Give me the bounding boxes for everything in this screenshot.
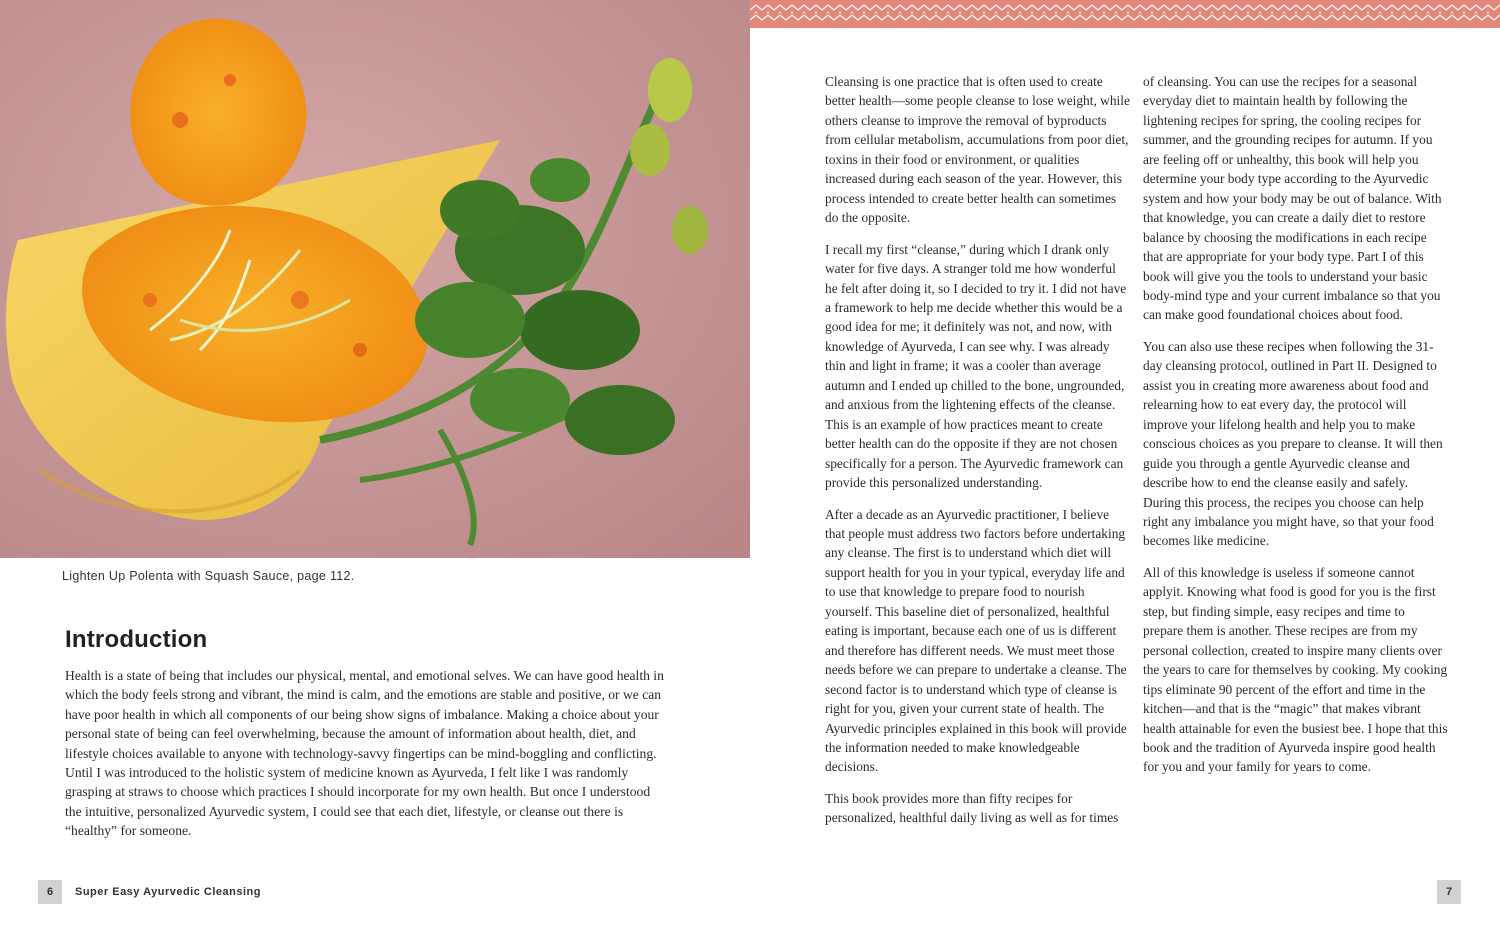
running-head: Super Easy Ayurvedic Cleansing <box>75 886 261 898</box>
band-dot <box>1487 12 1489 14</box>
band-dot <box>851 12 853 14</box>
page-number-left: 6 <box>38 880 62 904</box>
band-dot <box>1331 12 1333 14</box>
band-dot <box>1463 12 1465 14</box>
body-paragraph: Cleansing is one practice that is often used to create better health—some people cleanse to lose weight, while others cleanse to improve the removal of byproducts from cellular metabolism, accumulations from poor diet, toxins in their food or environment, or qualities increased during each season of the year. However, this process intended to create better health can sometimes do the opposite. <box>825 74 1130 226</box>
band-dot <box>1199 12 1201 14</box>
band-dot <box>935 12 937 14</box>
body-paragraph: of cleansing. You can use the recipes for a seasonal everyday diet to maintain health by following the lightening recipes for spring, the cooling recipes for summer, and the grounding recipes for autumn. If you are feeling off or unhealthy, this book will help you determine your body type according to the Ayurvedic system and how your body may be out of balance. With that knowledge, you can create a daily diet to restore balance by choosing the modifications in each recipe that are appropriate for your body type. Part I of this book will give you the tools to understand your basic body-mind type and your current imbalance so that you can make good foundational choices about food. <box>1143 74 1442 323</box>
body-paragraph: This book provides more than fifty recipes for personalized, healthful daily living as well as for times <box>825 790 1119 826</box>
band-dot <box>1283 12 1285 14</box>
band-dot <box>1031 12 1033 14</box>
text-column-1 <box>825 72 1130 840</box>
band-dot <box>1379 12 1381 14</box>
band-dot <box>1055 12 1057 14</box>
band-dot <box>923 12 925 14</box>
band-dot <box>887 12 889 14</box>
band-dot <box>1067 12 1069 14</box>
band-dot <box>1235 12 1237 14</box>
band-dot <box>1019 12 1021 14</box>
band-dot <box>1367 12 1369 14</box>
band-dot <box>1307 12 1309 14</box>
photo-caption: Lighten Up Polenta with Squash Sauce, page 112. <box>62 569 355 583</box>
band-dot <box>1043 12 1045 14</box>
band-dot <box>1163 12 1165 14</box>
band-dot <box>1343 12 1345 14</box>
band-dot <box>803 12 805 14</box>
band-dot <box>827 12 829 14</box>
intro-paragraph: Health is a state of being that includes our physical, mental, and emotional selves. We can have good health in which the body feels strong and vibrant, the mind is calm, and the emotions are stable and positive, or we can have poor health in which all components of our being show signs of imbalance. Making a choice about your personal state of being can feel overwhelming, because the amount of information about health, diet, and lifestyle choices available to anyone with technology-savvy fingertips can be mind-boggling and conflicting. Until I was introduced to the holistic system of medicine known as Ayurveda, I felt like I was randomly grasping at straws to choose which practices I should incorporate for my own health. But once I understood the intuitive, personalized Ayurvedic system, I could see that each diet, lifestyle, or cleanse out there is “healthy” for someone. <box>65 668 664 839</box>
band-dot <box>1403 12 1405 14</box>
band-dot <box>839 12 841 14</box>
band-dot <box>1271 12 1273 14</box>
body-paragraph: All of this knowledge is useless if someone cannot applyit. Knowing what food is good for you is the first step, but finding simple, easy recipes and time to prepare them is another. These recipes are from my personal collection, created to inspire many clients over the years to care for themselves by cooking. My cooking tips eliminate 90 percent of the effort and time in the kitchen—and that is the “magic” that makes vibrant health attainable for even the busiest bee. I hope that this book and the tradition of Ayurveda inspire good health for you and your family for years to come. <box>1143 564 1448 775</box>
band-dot <box>815 12 817 14</box>
band-dot <box>1127 12 1129 14</box>
band-dot <box>1175 12 1177 14</box>
band-dot <box>755 12 757 14</box>
band-dot <box>995 12 997 14</box>
band-dot <box>863 12 865 14</box>
body-paragraph: You can also use these recipes when following the 31-day cleansing protocol, outlined in Part II. Designed to assist you in creating more awareness about food and relearning how to eat every day, the protocol will improve your lifelong health and help you to make conscious choices as you prepare to cleanse. It will then guide you through a gentle Ayurvedic cleanse and describe how to end the cleanse easily and safely. During this process, the recipes you choose can help right any imbalance you might have, so that your food becomes like medicine. <box>1143 338 1443 549</box>
polenta-image <box>0 0 750 558</box>
band-dot <box>971 12 973 14</box>
food-photo <box>0 0 750 558</box>
band-dot <box>1391 12 1393 14</box>
zigzag-pattern <box>750 0 1500 28</box>
band-dot <box>1007 12 1009 14</box>
band-dot <box>1415 12 1417 14</box>
band-dot <box>1427 12 1429 14</box>
band-dot <box>1475 12 1477 14</box>
band-dot <box>1091 12 1093 14</box>
band-dot <box>791 12 793 14</box>
page-title: Introduction <box>65 626 208 653</box>
band-dot <box>1439 12 1441 14</box>
band-dot <box>1295 12 1297 14</box>
band-dot <box>899 12 901 14</box>
decorative-band <box>750 0 1500 28</box>
text-column-2 <box>1143 72 1448 789</box>
band-dot <box>1355 12 1357 14</box>
band-dot <box>1451 12 1453 14</box>
band-dot <box>1319 12 1321 14</box>
band-dot <box>911 12 913 14</box>
band-dot <box>1223 12 1225 14</box>
band-dot <box>1211 12 1213 14</box>
band-dot <box>1259 12 1261 14</box>
band-dot <box>1187 12 1189 14</box>
band-dot <box>1151 12 1153 14</box>
band-dot <box>983 12 985 14</box>
band-dot <box>767 12 769 14</box>
band-dot <box>1103 12 1105 14</box>
body-paragraph: I recall my first “cleanse,” during which I drank only water for five days. A stranger told me how wonderful he felt after doing it, so I decided to try it. I did not have a framework to help me decide whether this would be a good idea for me; it definitely was not, and now, with knowledge of Ayurveda, I can see why. I was already thin and light in frame; it was a cooler than average autumn and I ended up chilled to the bone, ungrounded, and anxious from the lightening effects of the cleanse. This is an example of how practices meant to create better health can do the opposite if they are not chosen specifically for a person. The Ayurvedic framework can provide this personalized understanding. <box>825 241 1127 491</box>
band-dot <box>1139 12 1141 14</box>
page-number-right: 7 <box>1437 880 1461 904</box>
band-dot <box>1115 12 1117 14</box>
band-dot <box>947 12 949 14</box>
band-dot <box>875 12 877 14</box>
band-dot <box>1247 12 1249 14</box>
band-dot <box>779 12 781 14</box>
band-dot <box>959 12 961 14</box>
band-dot <box>1079 12 1081 14</box>
body-paragraph: After a decade as an Ayurvedic practitioner, I believe that people must address two factors before undertaking any cleanse. The first is to understand which diet will support health for you in your typical, everyday life and to use that knowledge to prepare food to nourish yourself. This baseline diet of personalized, healthful eating is important, because each one of us is different and therefore has different needs. We must meet those needs before we can prepare to undertake a cleanse. The second factor is to understand which type of cleanse is right for you, given your current state of health. The Ayurvedic principles explained in this book will provide the information needed to make knowledgeable decisions. <box>825 506 1127 775</box>
